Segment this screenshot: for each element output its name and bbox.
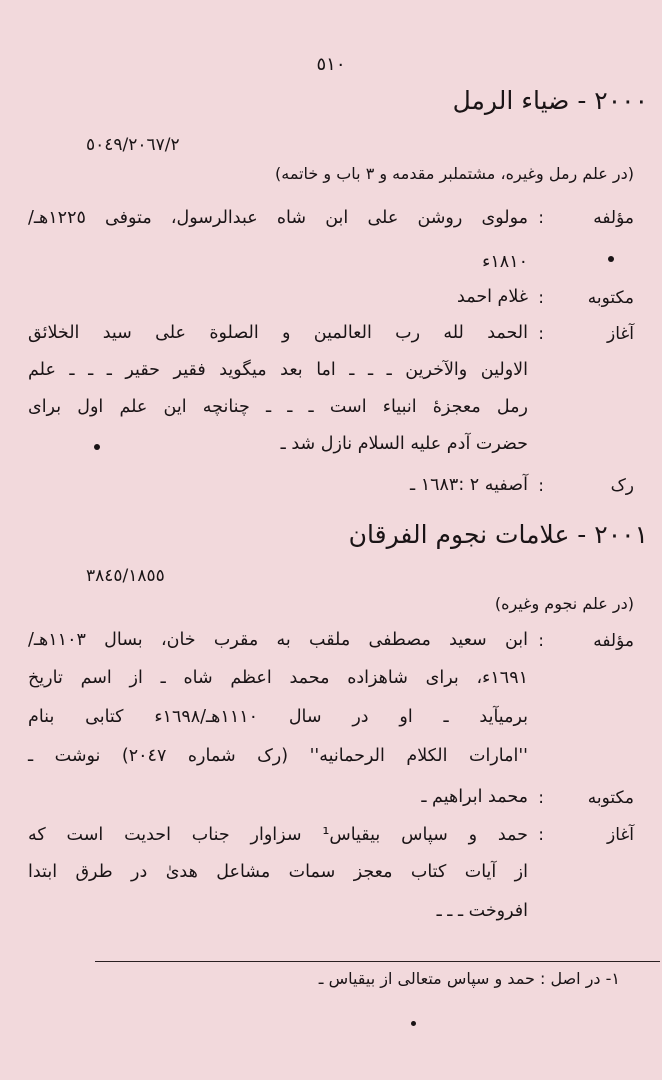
author-line: ''امارات الکلام الرحمانیه'' (رک شماره ٢٠٤٧) نوشت ـ xyxy=(28,746,528,766)
footnote-rule xyxy=(95,961,660,962)
scribe-name: غلام احمد xyxy=(457,287,528,307)
colon: : xyxy=(538,288,544,308)
colon: : xyxy=(538,208,544,228)
colon: : xyxy=(538,324,544,344)
colon: : xyxy=(538,476,544,496)
opening-line: الحمد لله رب العالمین و الصلوة علی سید الخلائق xyxy=(28,323,528,343)
ink-dot xyxy=(608,256,614,262)
opening-line: رمل معجزهٔ انبیاء است ـ ـ ـ چنانچه این علم اول برای xyxy=(28,397,528,417)
colon: : xyxy=(538,631,544,651)
opening-line: حمد و سپاس بیقیاس¹ سزاوار جناب احدیت است که xyxy=(28,825,528,845)
opening-label: آغاز xyxy=(606,324,634,344)
reference-text: آصفیه ٢ :١٦٨٣ ـ xyxy=(410,475,528,495)
author-label: مؤلفه xyxy=(593,208,634,228)
author-line: مولوی روشن علی ابن شاه عبدالرسول، متوفی ١٢٢٥هـ/ xyxy=(28,208,528,228)
scribe-name: محمد ابراهیم ـ xyxy=(421,787,528,807)
page-number: ٥١٠ xyxy=(316,54,346,75)
entry-heading: ۲۰۰۱ - علامات نجوم الفرقان xyxy=(348,520,648,549)
reference-label: رک xyxy=(610,476,634,496)
subject-note: (در علم نجوم وغیره) xyxy=(494,594,634,613)
ink-dot xyxy=(94,444,100,450)
colon: : xyxy=(538,788,544,808)
accession-number: ٣٨٤٥/١٨٥٥ xyxy=(86,566,165,586)
author-line: برمیآید ـ او در سال ١١١٠هـ/١٦٩٨ء کتابی بنام xyxy=(28,707,528,727)
author-line: ١٦٩١ء، برای شاهزاده محمد اعظم شاه ـ از اسم تاریخ xyxy=(28,668,528,688)
opening-line: از آیات کتاب معجز سمات مشاعل هدیٰ در طرق ابتدا xyxy=(28,862,528,882)
ink-dot xyxy=(411,1021,416,1026)
opening-line: الاولین والآخرین ـ ـ ـ اما بعد میگوید فقیر حقیر ـ ـ ـ علم xyxy=(28,360,528,380)
scribe-label: مکتوبه xyxy=(587,288,634,308)
footnote: ۱- در اصل : حمد و سپاس متعالی از بیقیاس ـ xyxy=(318,969,620,988)
opening-line: افروخت ـ ـ ـ xyxy=(436,901,528,921)
author-line: ١٨١٠ء xyxy=(482,252,528,272)
author-label: مؤلفه xyxy=(593,631,634,651)
accession-number: ٥٠٤٩/٢٠٦٧/٢ xyxy=(86,135,180,155)
opening-label: آغاز xyxy=(606,825,634,845)
opening-line: حضرت آدم علیه السلام نازل شد ـ xyxy=(280,434,528,454)
entry-heading: ۲۰۰۰ - ضیاء الرمل xyxy=(452,86,648,115)
scribe-label: مکتوبه xyxy=(587,788,634,808)
colon: : xyxy=(538,825,544,845)
subject-note: (در علم رمل وغیره، مشتملبر مقدمه و ۳ باب و خاتمه) xyxy=(275,164,634,183)
author-line: ابن سعید مصطفی ملقب به مقرب خان، بسال ١١٠٣هـ/ xyxy=(28,630,528,650)
